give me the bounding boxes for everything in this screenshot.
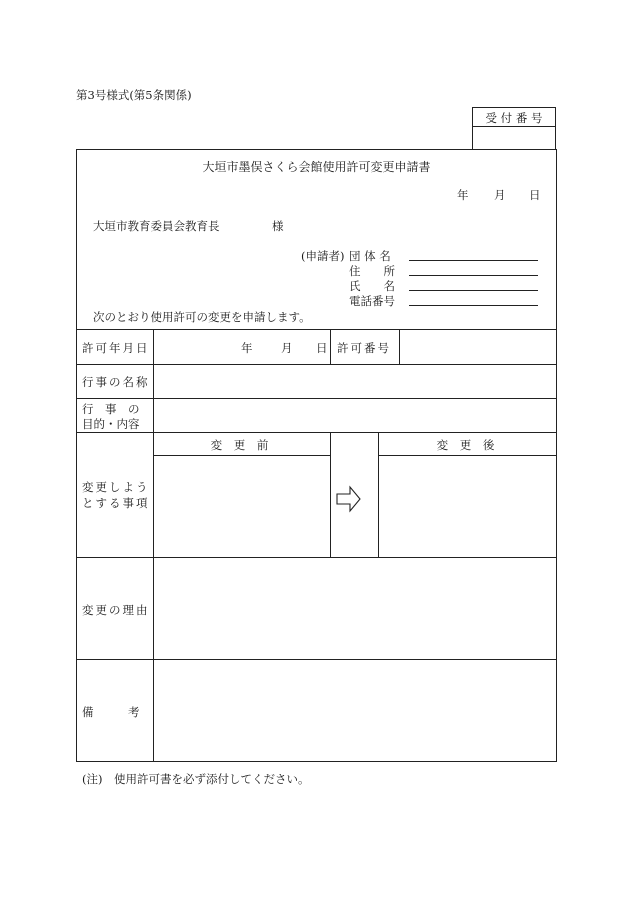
right-arrow-icon (336, 485, 362, 513)
event-name-label: 行事の名称 (82, 375, 150, 389)
address-field-line[interactable] (409, 275, 538, 276)
before-header: 変 更 前 (210, 438, 273, 452)
addressee-name: 大垣市教育委員会教育長 (93, 219, 220, 233)
receipt-divider (472, 126, 556, 127)
form-title: 大垣市墨俣さくら会館使用許可変更申請書 (202, 160, 431, 174)
reason-field[interactable] (154, 558, 556, 658)
footnote: (注) 使用許可書を必ず添付してください。 (82, 772, 310, 786)
applicant-address-label: 住 所 (349, 264, 395, 278)
permit-date-label: 許可年月日 (82, 341, 150, 355)
after-header: 変 更 後 (436, 438, 499, 452)
row-divider (76, 432, 557, 433)
change-label-line2: とする事項 (82, 496, 150, 510)
purpose-label-line1: 行 事 の (82, 402, 140, 416)
receipt-label: 受 付 番 号 (485, 111, 543, 125)
permit-number-field[interactable] (400, 330, 556, 363)
applicant-phone-label: 電話番号 (349, 294, 395, 308)
permit-date-day: 日 (316, 341, 328, 355)
after-field[interactable] (379, 456, 556, 556)
arrow-column-divider (330, 432, 331, 557)
intro-text: 次のとおり使用許可の変更を申請します。 (93, 310, 311, 324)
date-year: 年 (457, 188, 469, 202)
change-label-line1: 変更しよう (82, 480, 150, 494)
addressee-honorific: 様 (272, 219, 284, 233)
permit-column-divider (330, 329, 331, 364)
permit-date-field[interactable] (154, 330, 234, 363)
form-number: 第3号様式(第5条関係) (76, 88, 192, 102)
remarks-field[interactable] (154, 660, 556, 761)
purpose-label-line2: 目的・内容 (82, 417, 140, 431)
date-month: 月 (494, 188, 506, 202)
before-field[interactable] (154, 456, 329, 556)
applicant-prefix: (申請者) (301, 249, 345, 263)
name-field-line[interactable] (409, 290, 538, 291)
purpose-field[interactable] (154, 399, 556, 431)
remarks-label: 備 考 (82, 705, 140, 719)
permit-date-year: 年 (241, 341, 253, 355)
org-field-line[interactable] (409, 260, 538, 261)
date-day: 日 (529, 188, 541, 202)
phone-field-line[interactable] (409, 305, 538, 306)
permit-date-month: 月 (281, 341, 293, 355)
reason-label: 変更の理由 (82, 603, 150, 617)
applicant-name-label: 氏 名 (349, 279, 395, 293)
event-name-field[interactable] (154, 365, 556, 397)
applicant-org-label: 団 体 名 (349, 249, 391, 263)
permit-number-label: 許可番号 (337, 341, 391, 355)
